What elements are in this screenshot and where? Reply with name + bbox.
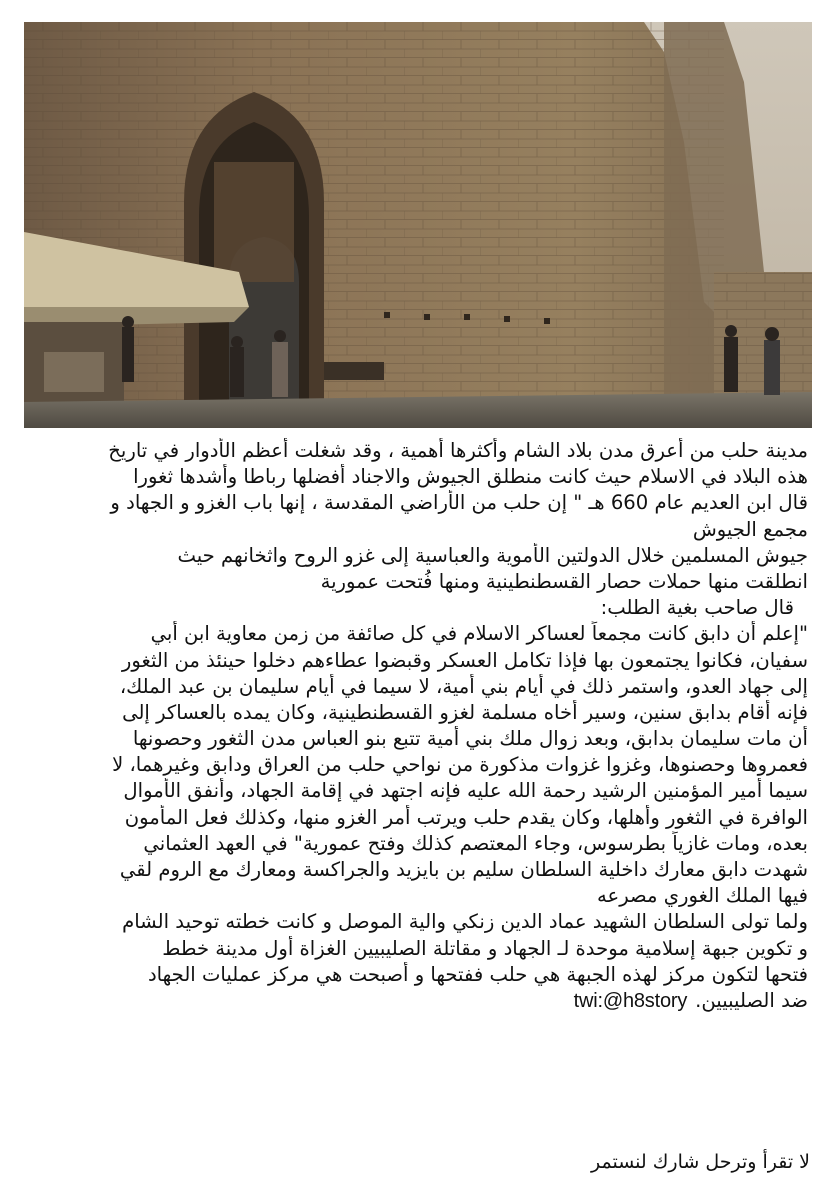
article-line: جيوش المسلمين خلال الدولتين الأموية والعباسية إلى غزو الروح واثخانهم حيث xyxy=(177,543,808,567)
footer-slogan: لا تقرأ وترحل شارك لنستمر xyxy=(591,1151,810,1173)
article-line: قال صاحب بغية الطلب: xyxy=(600,596,794,620)
article-line: هذه البلاد في الاسلام حيث كانت منطلق الجيوش والاجناد أفضلها رباطا وأشدها ثغورا xyxy=(133,465,808,489)
twitter-handle: twi:@h8story xyxy=(573,989,688,1012)
article-line: شهدت دابق معارك داخلية السلطان سليم بن بايزيد والجراكسة ومعارك مع الروم لقي xyxy=(119,858,808,881)
article-body xyxy=(30,438,808,1014)
article-line: فعمروها وحصنوها، وغزوا غزوات مذكورة من نواحي حلب من العراق ودابق وغيرهما، لا xyxy=(112,753,808,777)
article-line: قال ابن العديم عام 660 هـ " إن حلب من الأراضي المقدسة ، إنها باب الغزو و الجهاد و xyxy=(110,491,808,515)
article-line: الوافرة في الثغور وأهلها، وكان يقدم حلب ويرتب أمر الغزو منها، وكذلك فعل المأمون xyxy=(124,805,808,829)
article-line: سفيان، فكانوا يجتمعون بها فإذا تكامل العسكر وقبضوا عطاءهم دخلوا حينئذ من الثغور xyxy=(121,648,808,672)
article-line: ولما تولى السلطان الشهيد عماد الدين زنكي والية الموصل و كانت خطته توحيد الشام xyxy=(122,910,808,934)
article-line: إلى جهاد العدو، واستمر ذلك في أيام بني أمية، لا سيما في أيام سليمان بن عبد الملك، xyxy=(119,674,808,698)
header-photo xyxy=(24,22,812,428)
article-line: بعده، ومات غازياً بطرسوس، وجاء المعتصم كذلك وفتح عمورية" في العهد العثماني xyxy=(143,831,808,855)
article-line: ضد الصليبيين. xyxy=(695,988,808,1012)
article-line: أن مات سليمان بدابق، وبعد زوال ملك بني أمية تتبع بنو العباس مدن الثغور وحصونها xyxy=(132,727,808,751)
article-line: و تكوين جبهة إسلامية موحدة لـ الجهاد و مقاتلة الصليبيين الغزاة أول مدينة خطط xyxy=(162,936,808,960)
article-line: سيما أمير المؤمنين الرشيد رحمة الله عليه فإنه اجتهد في إقامة الجهاد، وأنفق الأموال xyxy=(123,779,808,803)
article-last-line xyxy=(30,988,808,1014)
article-line: فتحها لتكون مركز لهذه الجبهة هي حلب ففتحها و أصبحت هي مركز عمليات الجهاد xyxy=(147,962,808,986)
article-line: فيها الملك الغوري مصرعه xyxy=(597,884,808,908)
article-line: انطلقت منها حملات حصار القسطنطينية ومنها فُتحت عمورية xyxy=(320,569,808,593)
article-line: مجمع الجيوش xyxy=(692,517,808,541)
article-line: "إعلم أن دابق كانت مجمعاً لعساكر الاسلام في كل صائفة من زمن معاوية ابن أبي xyxy=(150,622,808,646)
article-line: فإنه أقام بدابق سنين، وسير أخاه مسلمة لغزو القسطنطينية، وكان يمده بالعساكر إلى xyxy=(122,700,808,724)
article-line: مدينة حلب من أعرق مدن بلاد الشام وأكثرها أهمية ، وقد شغلت أعظم الأدوار في تاريخ xyxy=(108,439,808,462)
photo-of-aleppo-gate-icon xyxy=(24,22,812,428)
